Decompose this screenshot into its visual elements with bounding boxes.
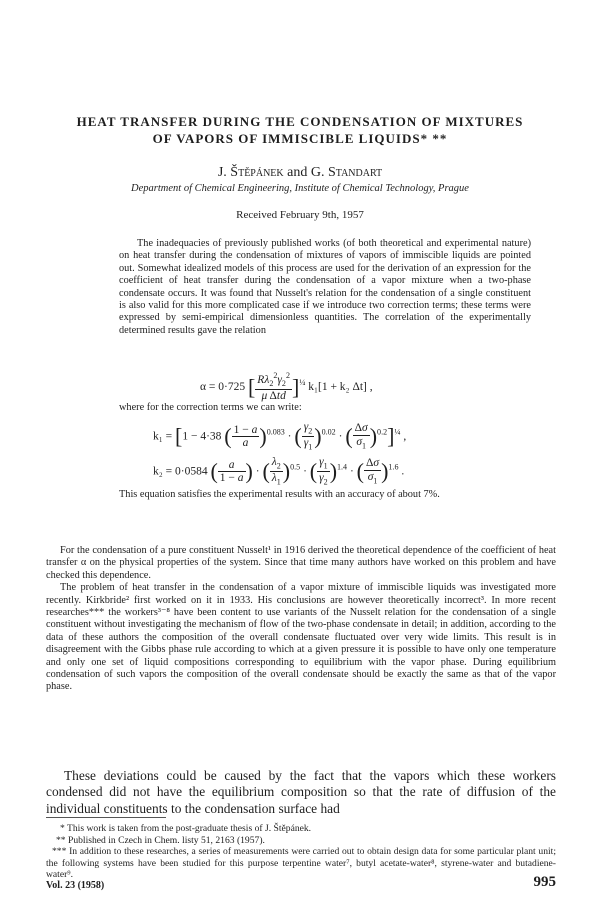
page-number: 995: [533, 874, 556, 890]
abstract-paragraph: The inadequacies of previously published works (of both theoretical and experimental nature) on heat transfer during the condensation of mixtures of vapors of immiscible liquids are pointed out. Somewhat idealized models of this process are used for the derivation of an expression for the coefficient of heat transfer during the condensation of a vapor mixture when a two-phase condensate occurs. It was found that Nusselt's relation for the condensation of a single constituent is also valid for this more complicated case if we introduce two correction terms; these terms were expressed by semi-empirical dimensionless quantities. The correlation of the experimentally determined results gave the relation: [119, 238, 531, 336]
accuracy-text: This equation satisfies the experimental results with an accuracy of about 7%.: [119, 489, 440, 500]
body-paragraph-3: These deviations could be caused by the fact that the vapors which these workers condensed did not have the equilibrium composition so that the rate of diffusion of the individual constituents to the condensation surface had: [46, 768, 556, 816]
author-2-initial: G.: [310, 165, 328, 180]
body-paragraph-2: The problem of heat transfer in the condensation of a vapor mixture of immiscible liquids was investigated more recently. Kirkbride² first worked on it in 1933. His conclusions are however theoretically incorrect³. In more recent researches*** the workers³⁻⁸ have been content to use variants of the Nusselt relation for the condensation of a single constituent without investigating the mechanism of flow of the two-phase condensate in detail; in addition, according to the data of these authors the composition of the overall condensate fluctuated over very wide limits. This result is in disagreement with the Gibbs phase rule according to which at a given pressure it is possible to have only one temperature and only one set of liquid compositions corresponding to equilibrium with the vapor phase. During equilibrium condensation of such vapors the composition of the overall condensate should be exactly the same as that of the vapor phase.: [46, 582, 556, 693]
footnote-2: ** Published in Czech in Chem. listy 51, 2163 (1957).: [56, 834, 265, 846]
author-2-surname: Standart: [327, 165, 383, 180]
body-paragraph-1: For the condensation of a pure constituent Nusselt¹ in 1916 derived the theoretical dependence of the coefficient of heat transfer α on the physical properties of the system. Since that time many authors have worked on this problem and have checked this dependence.: [46, 545, 556, 581]
footnote-3: *** In addition to these researches, a series of measurements were carried out to obtain design data for some particular plant unit; the following systems have been studied for this purpose terpentine water⁷, butyl acetate-water⁸, styrene-water and butadiene-water⁹.: [46, 846, 556, 880]
author-1-initial: J.: [217, 165, 231, 180]
authors-and: and: [283, 165, 311, 180]
footnote-divider: [46, 817, 166, 818]
title-line-2: OF VAPORS OF IMMISCIBLE LIQUIDS* **: [152, 131, 448, 146]
where-text: where for the correction terms we can write:: [119, 402, 302, 413]
authors: [0, 165, 600, 181]
equation-k1: k₁ = [1 − 4·38 ( $\frac{1 - a}{a}$ )$^{0.083}$ · ( $\frac{\gamma_2}{\gamma_1}$ )$^{0.02}$ · ( $\frac{\Delta\sigma}{\sigma_1}$ )$^{0.2}$]$^{\frac{1}{4}}$ ,: [153, 421, 407, 452]
body-text: [46, 545, 556, 694]
footnote-1: * This work is taken from the post-graduate thesis of J. Štěpánek.: [60, 823, 312, 834]
department: Department of Chemical Engineering, Institute of Chemical Technology, Prague: [131, 183, 469, 194]
abstract: [119, 238, 531, 337]
alpha-fraction: $\frac{R\lambda_2^2\gamma_2^2}{\text{μ Δtd}}$: [257, 371, 290, 402]
equation-alpha: α = 0·725 [ $\frac{R\lambda_2^2\gamma_2^2}{\text{μ Δtd}}$ ]$^{\frac{1}{4}}$ k₁[1 + k₂ Δt] ,: [200, 371, 373, 402]
equation-k2: k₂ = 0·0584 ( $\frac{a}{1 - a}$ ) · ( $\frac{\lambda_2}{\lambda_1}$ )$^{0.5}$ · ( $\frac{\gamma_1}{\gamma_2}$ )$^{1.4}$ · ( $\frac{\Delta\sigma}{\sigma_1}$ )$^{1.6}$ .: [153, 456, 405, 487]
received-date: Received February 9th, 1957: [236, 209, 364, 221]
footnotes: [46, 823, 556, 881]
volume-label: Vol. 23 (1958): [46, 880, 105, 891]
title-line-1: HEAT TRANSFER DURING THE CONDENSATION OF MIXTURES: [76, 114, 524, 129]
author-1-surname: Štěpánek: [230, 165, 284, 180]
